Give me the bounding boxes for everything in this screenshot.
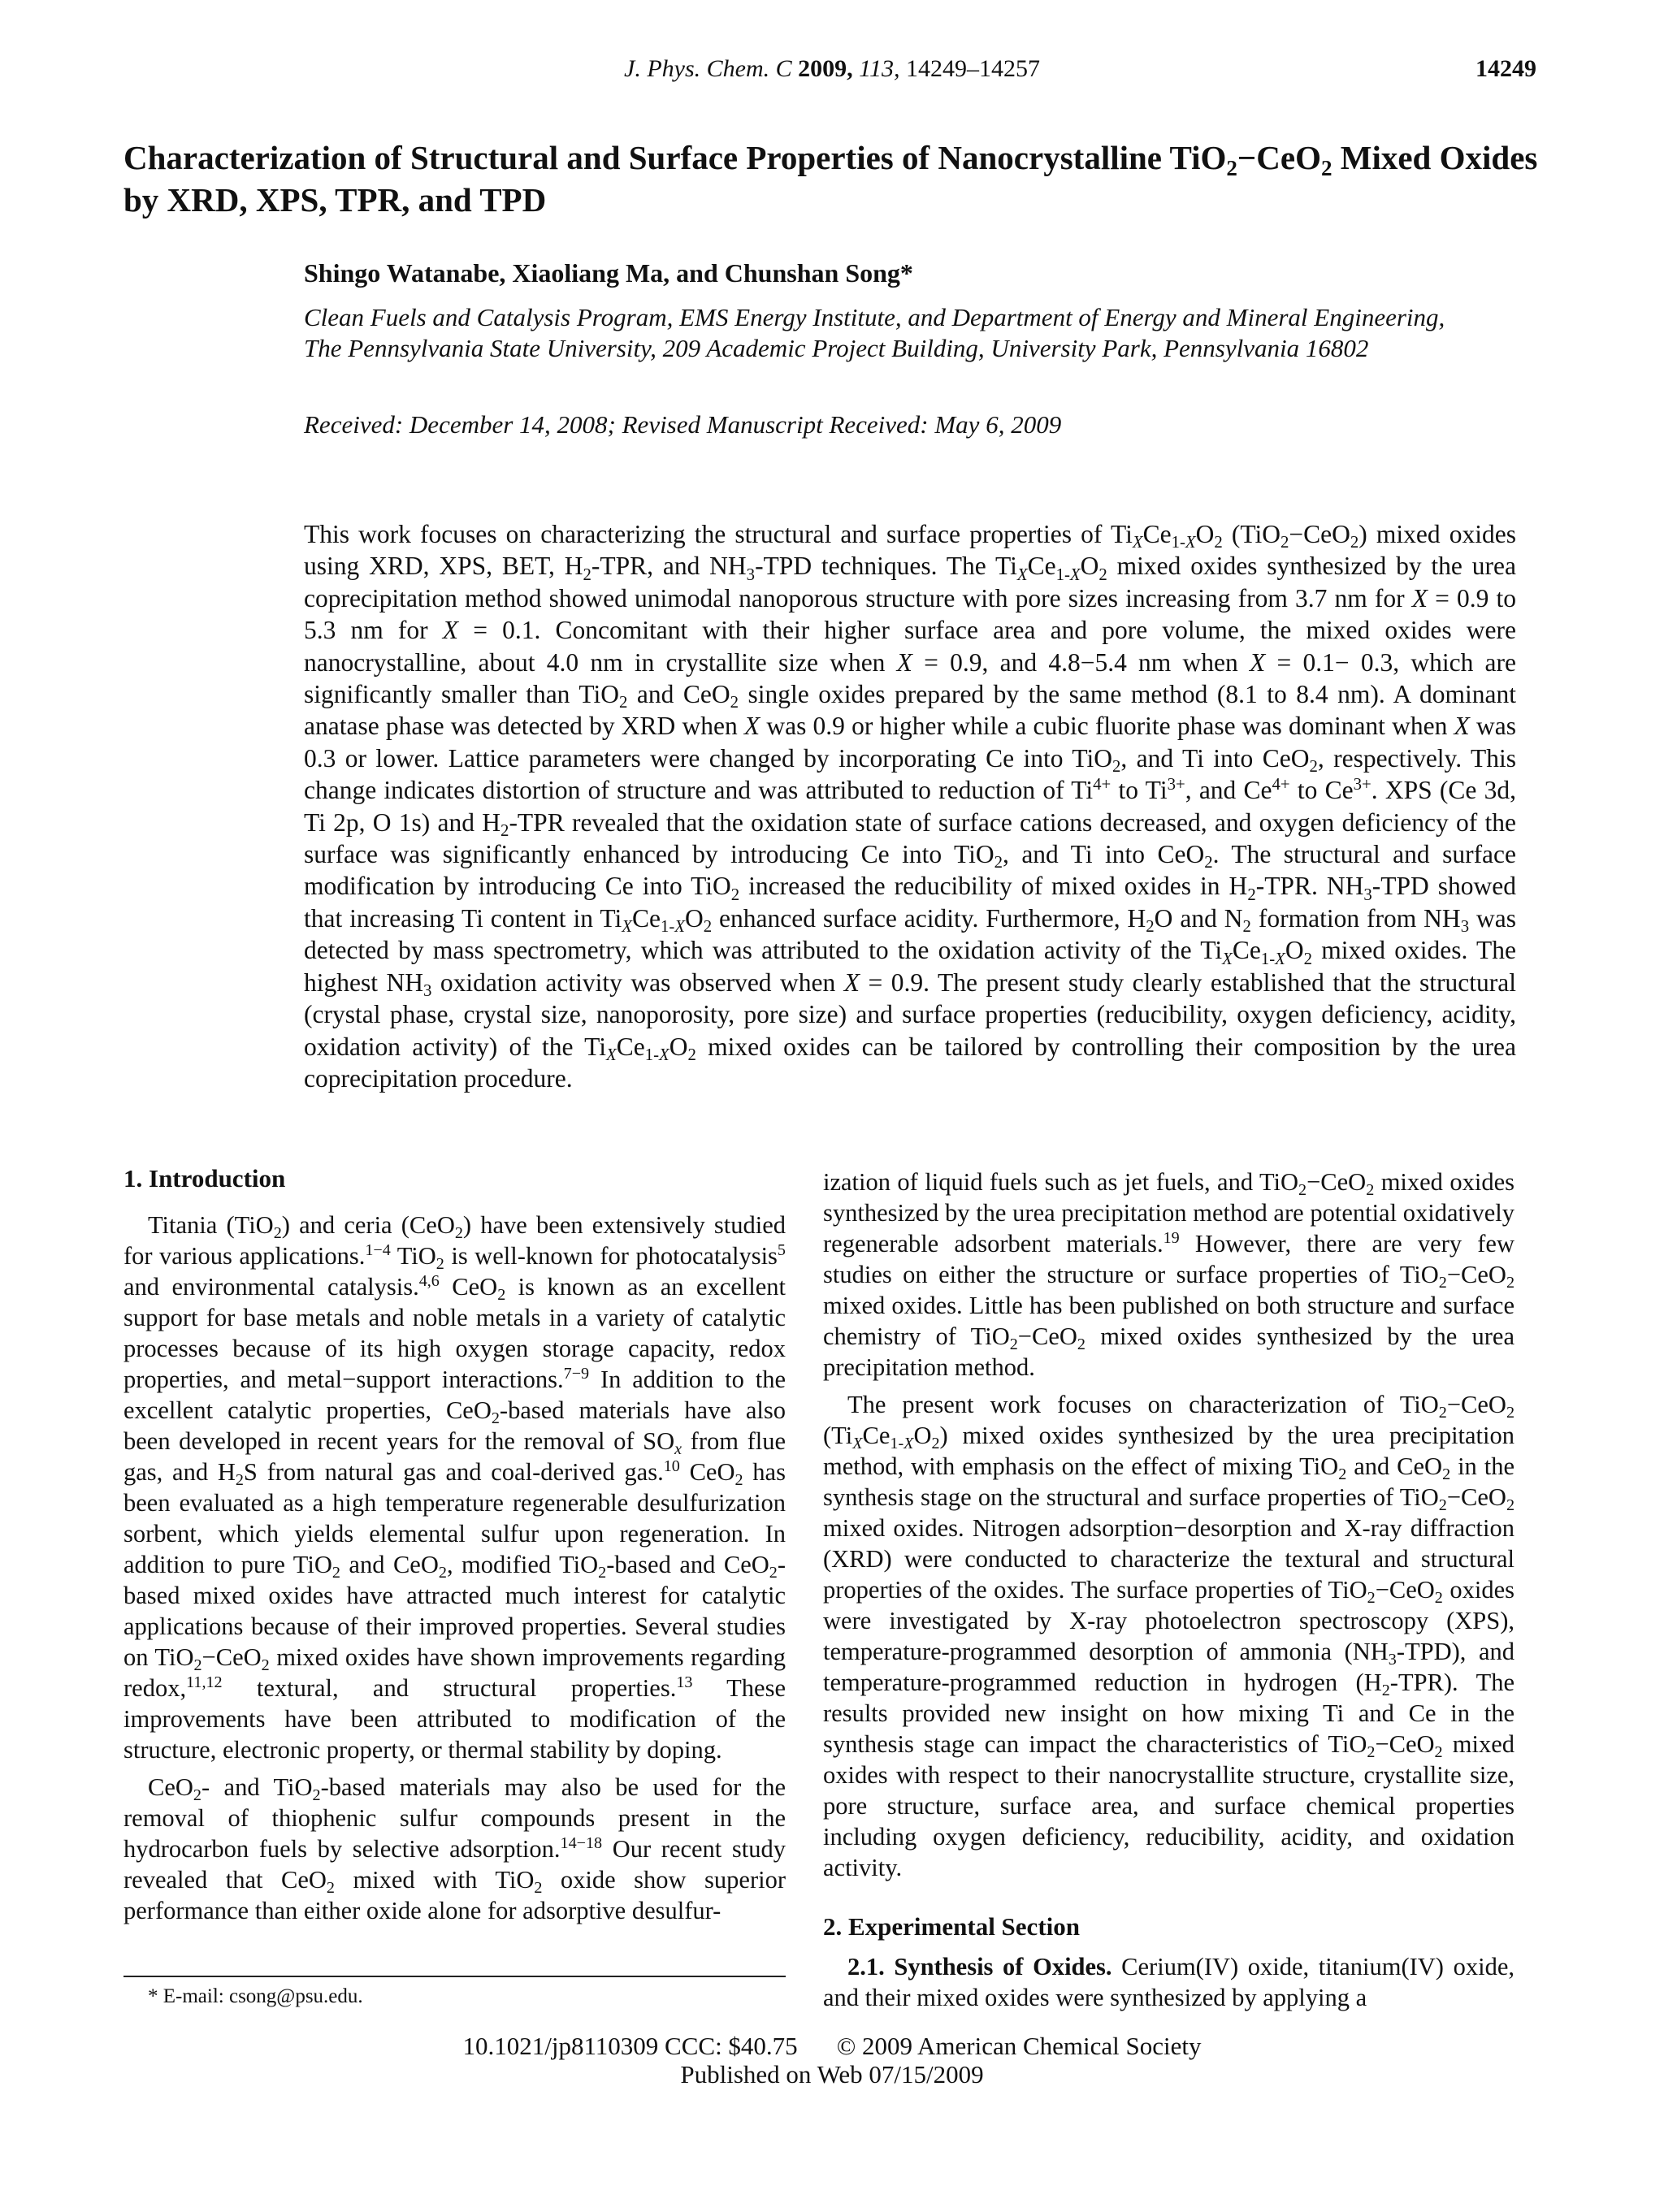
page-number: 14249 — [1476, 55, 1536, 82]
experimental-heading: 2. Experimental Section — [823, 1912, 1080, 1941]
doi-line — [0, 2032, 1664, 2060]
author-list: Shingo Watanabe, Xiaoliang Ma, and Chunshan Song* — [304, 258, 913, 288]
journal-year: 2009, — [798, 55, 853, 82]
intro-paragraph-3: The present work focuses on characterization of TiO$_2$−CeO$_2$ $(Ti_XCe_{1-X}O_2)$ mixed oxides synthesized by the urea precipitation method, with emphasis on the effect of mixing TiO$_2$ and CeO$_2$ in the synthesis stage on the structural and surface properties of TiO$_2$−CeO$_2$ mixed oxides. Nitrogen adsorption−desorption and X-ray diffraction (XRD) were conducted to characterize the textural and structural properties of the oxides. The surface properties of TiO$_2$−CeO$_2$ oxides were investigated by X-ray photoelectron spectroscopy (XPS), temperature-programmed desorption of ammonia $(NH_3-TPD)$, and temperature-programmed reduction in hydrogen $(H_2-TPR)$. The results provided new insight on how mixing Ti and Ce in the synthesis stage can impact the characteristics of TiO$_2$−CeO$_2$ mixed oxides with respect to their nanocrystallite structure, crystallite size, pore structure, surface area, and surface chemical properties including oxygen deficiency, reducibility, acidity, and oxidation activity. — [823, 1391, 1514, 1881]
journal-volume: 113, — [859, 55, 900, 82]
subsection-heading: 2.1. Synthesis of Oxides. — [847, 1953, 1112, 1980]
intro-paragraph-2: CeO$_2$- and TiO$_2$-based materials may also be used for the removal of thiophenic sulfur compounds present in the hydrocarbon fuels by selective adsorption.$^{14-18}$ Our recent study revealed that CeO$_2$ mixed with TiO$_2$ oxide show superior performance than either oxide alone for adsorptive desulfur- — [124, 1773, 786, 1924]
corresponding-author-footnote: * E-mail: csong@psu.edu. — [148, 1985, 363, 2007]
copyright: © 2009 American Chemical Society — [836, 2032, 1202, 2060]
introduction-heading: 1. Introduction — [124, 1164, 286, 1193]
publication-date: Published on Web 07/15/2009 — [680, 2060, 984, 2089]
abstract: This work focuses on characterizing the structural and surface properties of $Ti_XCe_{1-X}O_2$ (TiO$_2$−CeO$_2$) mixed oxides using XRD, XPS, BET, $H_2$-TPR, and $NH_3$-TPD techniques. The $Ti_XCe_{1-X}O_2$ mixed oxides synthesized by the urea coprecipitation method showed unimodal nanoporous structure with pore sizes increasing from 3.7 nm for X = 0.9 to 5.3 nm for X = 0.1. Concomitant with their higher surface area and pore volume, the mixed oxides were nanocrystalline, about 4.0 nm in crystallite size when X = 0.9, and 4.8−5.4 nm when X = 0.1− 0.3, which are significantly smaller than TiO$_2$ and CeO$_2$ single oxides prepared by the same method (8.1 to 8.4 nm). A dominant anatase phase was detected by XRD when X was 0.9 or higher while a cubic fluorite phase was dominant when X was 0.3 or lower. Lattice parameters were changed by incorporating Ce into TiO$_2$, and Ti into CeO$_2$, respectively. This change indicates distortion of structure and was attributed to reduction of $Ti^{4+}$ to $Ti^{3+}$, and $Ce^{4+}$ to $Ce^{3+}$. XPS (Ce 3d, Ti 2p, O 1s) and $H_2$-TPR revealed that the oxidation state of surface cations decreased, and oxygen deficiency of the surface was significantly enhanced by introducing Ce into TiO$_2$, and Ti into CeO$_2$. The structural and surface modification by introducing Ce into TiO$_2$ increased the reducibility of mixed oxides in $H_2$-TPR. $NH_3$-TPD showed that increasing Ti content in $Ti_XCe_{1-X}O_2$ enhanced surface acidity. Furthermore, $H_2O$ and $N_2$ formation from $NH_3$ was detected by mass spectrometry, which was attributed to the oxidation activity of the $Ti_XCe_{1-X}O_2$ mixed oxides. The highest $NH_3$ oxidation activity was observed when X = 0.9. The present study clearly established that the structural (crystal phase, crystal size, nanoporosity, pore size) and surface properties (reducibility, oxygen deficiency, acidity, oxidation activity) of the $Ti_XCe_{1-X}O_2$ mixed oxides can be tailored by controlling their composition by the urea coprecipitation procedure. — [304, 520, 1517, 1093]
journal-pages: 14249–14257 — [905, 55, 1040, 82]
intro-paragraph-1: Titania (TiO$_2$) and ceria (CeO$_2$) have been extensively studied for various applications.$^{1-4}$ TiO$_2$ is well-known for photocatalysis$^5$ and environmental catalysis.$^{4,6}$ CeO$_2$ is known as an excellent support for base metals and noble metals in a variety of catalytic processes because of its high oxygen storage capacity, redox properties, and metal−support interactions.$^{7-9}$ In addition to the excellent catalytic properties, CeO$_2$-based materials have also been developed in recent years for the removal of $SO_x$ from flue gas, and $H_2S$ from natural gas and coal-derived gas.$^{10}$ CeO$_2$ has been evaluated as a high temperature regenerable desulfurization sorbent, which yields elemental sulfur upon regeneration. In addition to pure TiO$_2$ and CeO$_2$, modified TiO$_2$-based and CeO$_2$-based mixed oxides have attracted much interest for catalytic applications because of their improved properties. Several studies on TiO$_2$−CeO$_2$ mixed oxides have shown improvements regarding redox,$^{11,12}$ textural, and structural properties.$^{13}$ These improvements have been attributed to modification of the structure, electronic property, or thermal stability by doping. — [124, 1211, 786, 1764]
synthesis-paragraph — [823, 1951, 1514, 2013]
journal-citation — [0, 55, 1664, 83]
left-column — [124, 1210, 786, 1933]
footnote-divider — [124, 1976, 786, 1977]
journal-name: J. Phys. Chem. C — [624, 55, 792, 82]
paper-title: Characterization of Structural and Surface Properties of Nanocrystalline TiO$_2$−CeO$_2$ Mixed Oxides by XRD, XPS, TPR, and TPD — [124, 139, 1538, 219]
received-dates: Received: December 14, 2008; Revised Manuscript Received: May 6, 2009 — [304, 410, 1062, 439]
synthesis-text: Cerium(IV) oxide, titanium(IV) oxide, and their mixed oxides were synthesized by applying a — [823, 1953, 1514, 2011]
intro-paragraph-2-continued: ization of liquid fuels such as jet fuels, and TiO$_2$−CeO$_2$ mixed oxides synthesized by the urea precipitation method are potential oxidatively regenerable adsorbent materials.$^{19}$ However, there are very few studies on either the structure or surface properties of TiO$_2$−CeO$_2$ mixed oxides. Little has been published on both structure and surface chemistry of TiO$_2$−CeO$_2$ mixed oxides synthesized by the urea precipitation method. — [823, 1168, 1514, 1381]
right-column — [823, 1167, 1514, 1890]
affiliation: Clean Fuels and Catalysis Program, EMS Energy Institute, and Department of Energy and Mineral Engineering, The Pennsylvania State University, 209 Academic Project Building, University Park, Pennsylvania 16802 — [304, 303, 1445, 362]
doi: 10.1021/jp8110309 CCC: $40.75 — [462, 2032, 798, 2060]
